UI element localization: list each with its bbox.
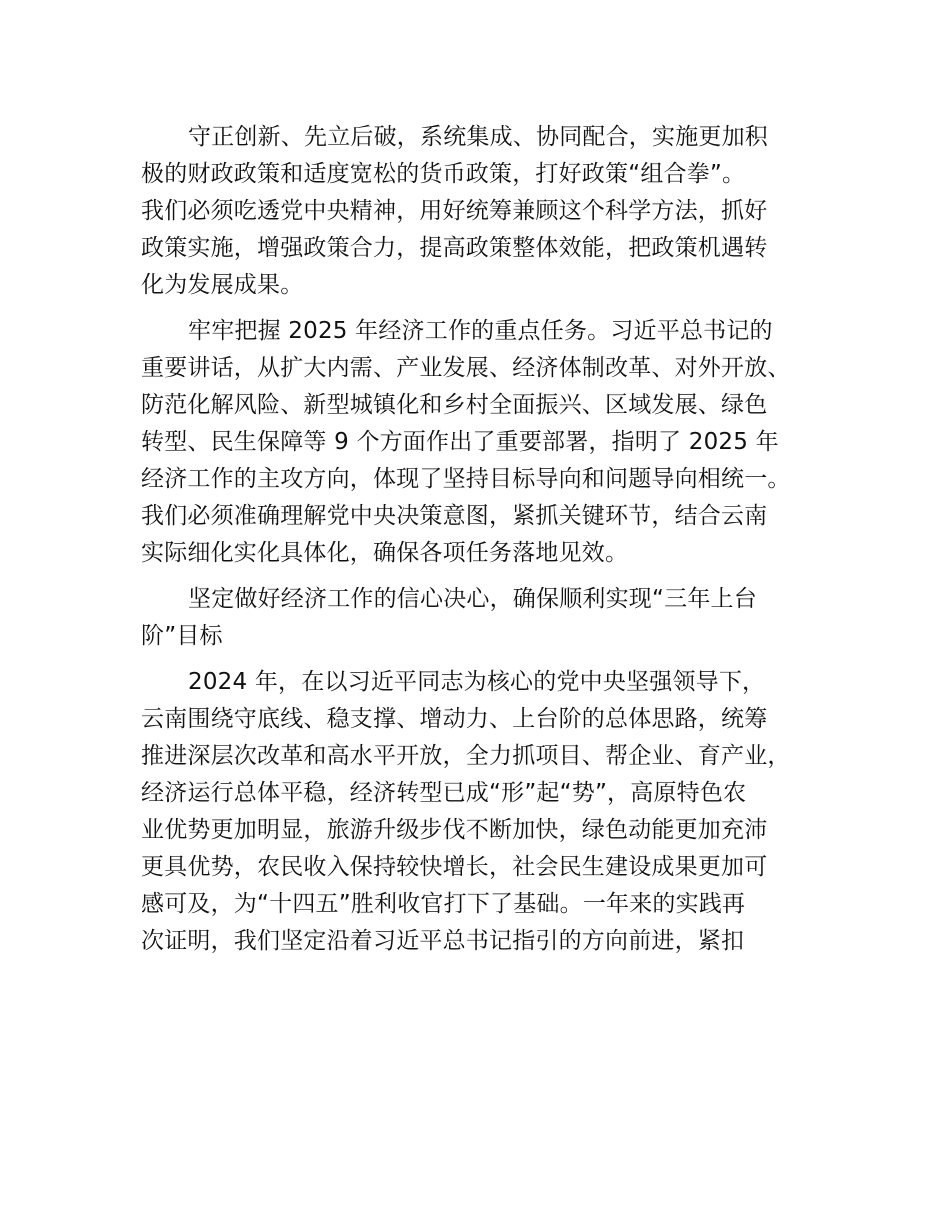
text-line: 实际细化实化具体化，确保各项任务落地见效。 (141, 540, 629, 566)
text-line: 云南围绕守底线、稳支撑、增动力、上台阶的总体思路，统筹 (141, 706, 768, 732)
text-line: 阶”目标 (141, 623, 223, 649)
text-line: 我们必须吃透党中央精神，用好统筹兼顾这个科学方法，抓好 (141, 198, 768, 224)
text-line: 政策实施，增强政策合力，提高政策整体效能，把政策机遇转 (141, 235, 768, 261)
paragraph-review-2024 (141, 664, 841, 960)
text-line: 化为发展成果。 (141, 272, 304, 298)
text-line: 经济工作的主攻方向，体现了坚持目标导向和问题导向相统一。 (141, 466, 791, 492)
text-line: 2024 年，在以习近平同志为核心的党中央坚强领导下， (188, 669, 766, 695)
section-heading-confidence (141, 581, 841, 655)
text-line: 推进深层次改革和高水平开放，全力抓项目、帮企业、育产业， (141, 743, 791, 769)
paragraph-policy-coordination (141, 119, 841, 304)
text-line: 重要讲话，从扩大内需、产业发展、经济体制改革、对外开放、 (141, 355, 791, 381)
text-line: 次证明，我们坚定沿着习近平总书记指引的方向前进，紧扣 (141, 928, 745, 954)
text-line: 防范化解风险、新型城镇化和乡村全面振兴、区域发展、绿色 (141, 392, 768, 418)
text-line: 转型、民生保障等 9 个方面作出了重要部署，指明了 2025 年 (141, 429, 779, 455)
text-line: 我们必须准确理解党中央决策意图，紧抓关键环节，结合云南 (141, 503, 768, 529)
text-line: 坚定做好经济工作的信心决心，确保顺利实现“三年上台 (188, 586, 757, 612)
text-line: 更具优势，农民收入保持较快增长，社会民生建设成果更加可 (141, 854, 768, 880)
text-line: 极的财政政策和适度宽松的货币政策，打好政策“组合拳”。 (141, 161, 746, 187)
text-line: 守正创新、先立后破，系统集成、协同配合，实施更加积 (188, 124, 768, 150)
text-line: 经济运行总体平稳，经济转型已成“形”起“势”，高原特色农 (141, 780, 747, 806)
text-line: 感可及，为“十四五”胜利收官打下了基础。一年来的实践再 (141, 891, 746, 917)
text-line: 业优势更加明显，旅游升级步伐不断加快，绿色动能更加充沛 (141, 817, 768, 843)
text-line: 牢牢把握 2025 年经济工作的重点任务。习近平总书记的 (188, 318, 773, 344)
document-body (141, 119, 841, 960)
paragraph-key-tasks-2025 (141, 313, 841, 572)
